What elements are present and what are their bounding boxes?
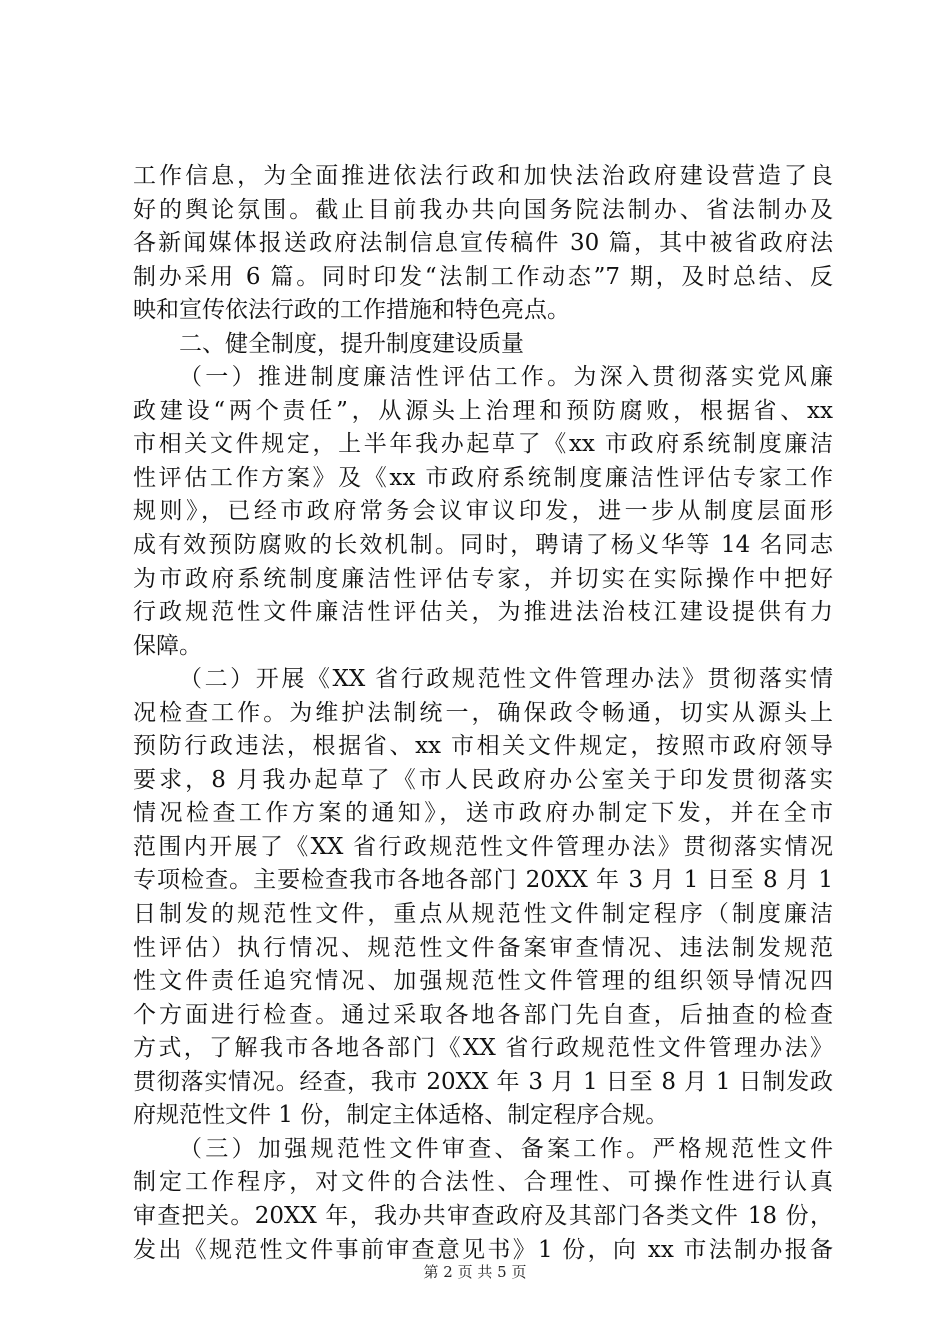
text-line: 性评估）执行情况、规范性文件备案审查情况、违法制发规范: [133, 934, 833, 961]
text-line: 制定工作程序，对文件的合法性、合理性、可操作性进行认真: [133, 1169, 833, 1196]
text-line: 市相关文件规定，上半年我办起草了《xx 市政府系统制度廉洁: [133, 431, 833, 458]
text-line: 府规范性文件 1 份，制定主体适格、制定程序合规。: [133, 1102, 669, 1129]
text-line: 范围内开展了《XX 省行政规范性文件管理办法》贯彻落实情况: [133, 833, 833, 860]
document-body: [133, 160, 833, 1267]
text-line: （一）推进制度廉洁性评估工作。为深入贯彻落实党风廉: [179, 364, 833, 391]
text-line: （三）加强规范性文件审查、备案工作。严格规范性文件: [179, 1135, 833, 1162]
text-line: 发出《规范性文件事前审查意见书》1 份，向 xx 市法制办报备: [133, 1236, 833, 1263]
text-line: （二）开展《XX 省行政规范性文件管理办法》贯彻落实情: [179, 666, 833, 693]
text-line: 规则》，已经市政府常务会议审议印发，进一步从制度层面形: [133, 498, 833, 525]
text-line: 行政规范性文件廉洁性评估关，为推进法治枝江建设提供有力: [133, 599, 833, 626]
text-line: 保障。: [133, 632, 202, 659]
text-line: 性评估工作方案》及《xx 市政府系统制度廉洁性评估专家工作: [133, 464, 833, 491]
text-line: 好的舆论氛围。截止目前我办共向国务院法制办、省法制办及: [133, 196, 833, 223]
text-line: 映和宣传依法行政的工作措施和特色亮点。: [133, 297, 570, 324]
text-line: 况检查工作。为维护法制统一，确保政令畅通，切实从源头上: [133, 699, 833, 726]
text-line: 为市政府系统制度廉洁性评估专家，并切实在实际操作中把好: [133, 565, 833, 592]
text-line: 制办采用 6 篇。同时印发“法制工作动态”7 期，及时总结、反: [133, 263, 833, 290]
text-line: 政建设“两个责任”，从源头上治理和预防腐败，根据省、xx: [133, 397, 833, 424]
text-line: 二、健全制度，提升制度建设质量: [179, 330, 524, 357]
text-line: 预防行政违法，根据省、xx 市相关文件规定，按照市政府领导: [133, 733, 833, 760]
text-line: 成有效预防腐败的长效机制。同时，聘请了杨义华等 14 名同志: [133, 532, 833, 559]
text-line: 性文件责任追究情况、加强规范性文件管理的组织领导情况四: [133, 968, 833, 995]
text-line: 贯彻落实情况。经查，我市 20XX 年 3 月 1 日至 8 月 1 日制发政: [133, 1068, 833, 1095]
text-line: 个方面进行检查。通过采取各地各部门先自查，后抽查的检查: [133, 1001, 833, 1028]
text-line: 方式，了解我市各地各部门《XX 省行政规范性文件管理办法》: [133, 1035, 833, 1062]
text-line: 日制发的规范性文件，重点从规范性文件制定程序（制度廉洁: [133, 901, 833, 928]
text-line: 要求，8 月我办起草了《市人民政府办公室关于印发贯彻落实: [133, 766, 833, 793]
text-line: 专项检查。主要检查我市各地各部门 20XX 年 3 月 1 日至 8 月 1: [133, 867, 833, 894]
text-line: 情况检查工作方案的通知》，送市政府办制定下发，并在全市: [133, 800, 833, 827]
text-line: 各新闻媒体报送政府法制信息宣传稿件 30 篇，其中被省政府法: [133, 230, 833, 257]
text-line: 审查把关。20XX 年，我办共审查政府及其部门各类文件 18 份，: [133, 1202, 833, 1229]
page-footer: 第 2 页 共 5 页: [423, 1263, 527, 1281]
text-line: 工作信息，为全面推进依法行政和加快法治政府建设营造了良: [133, 163, 833, 189]
